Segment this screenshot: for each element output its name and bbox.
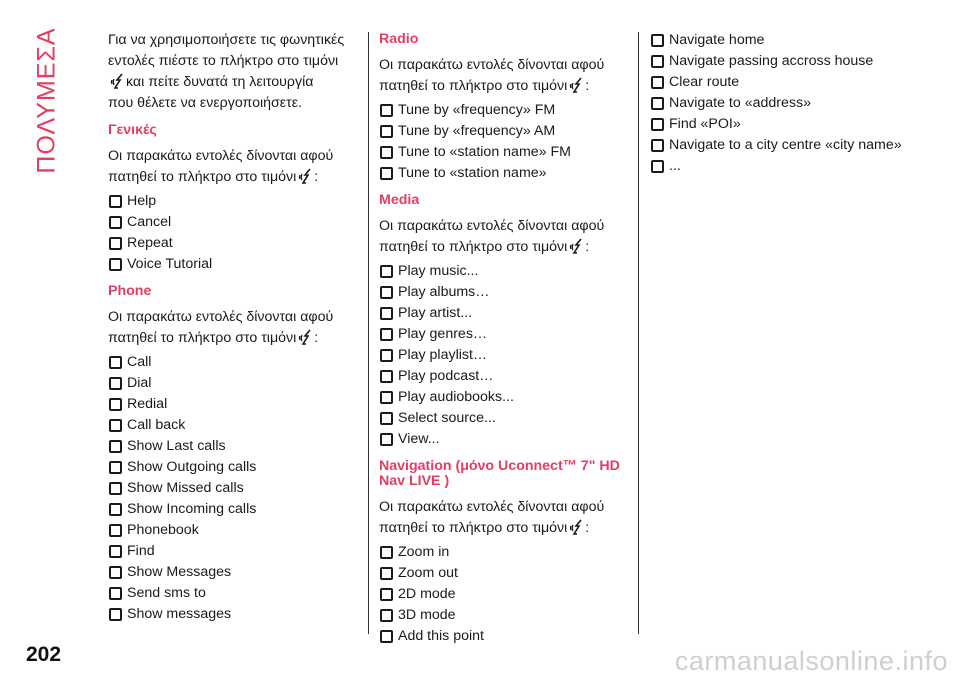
checkbox-icon xyxy=(380,391,393,404)
press-line xyxy=(379,518,629,539)
command-label: 3D mode xyxy=(398,607,456,623)
voice-command-icon xyxy=(298,329,312,345)
section-title-phone: Phone xyxy=(108,283,152,299)
command-label: Cancel xyxy=(127,214,172,230)
press-colon: : xyxy=(585,239,590,255)
checkbox-icon xyxy=(651,76,664,89)
command-label: Play audiobooks... xyxy=(398,389,514,405)
command-label: Play artist... xyxy=(398,305,473,321)
list-item xyxy=(650,135,940,156)
press-line xyxy=(379,237,629,258)
checkbox-icon xyxy=(380,265,393,278)
checkbox-icon xyxy=(380,588,393,601)
command-label: Call xyxy=(127,354,152,370)
list-item xyxy=(650,51,940,72)
checkbox-icon xyxy=(109,461,122,474)
list-item xyxy=(379,261,629,282)
checkbox-icon xyxy=(380,630,393,643)
column-divider-2 xyxy=(638,32,639,634)
voice-command-icon xyxy=(569,77,583,93)
voice-command-icon xyxy=(110,73,124,89)
command-label: Clear route xyxy=(669,74,740,90)
list-item xyxy=(379,163,629,184)
page-number: 202 xyxy=(26,643,62,666)
command-label: Tune by «frequency» FM xyxy=(398,102,556,118)
checkbox-icon xyxy=(651,160,664,173)
list-item xyxy=(379,303,629,324)
side-title-text: ΠΟΛΥΜΕΣΑ xyxy=(32,26,61,174)
list-item xyxy=(379,563,629,584)
voice-command-icon xyxy=(569,238,583,254)
list-item xyxy=(108,212,358,233)
command-label: Send sms to xyxy=(127,585,206,601)
list-item xyxy=(108,541,358,562)
command-label: Play playlist… xyxy=(398,347,488,363)
list-item xyxy=(108,520,358,541)
checkbox-icon xyxy=(109,377,122,390)
list-item xyxy=(108,415,358,436)
section-title-media: Media xyxy=(379,192,420,208)
command-label: ... xyxy=(669,158,681,174)
list-item xyxy=(379,429,629,450)
intro-line: που θέλετε να ενεργοποιήσετε. xyxy=(108,95,302,111)
checkbox-icon xyxy=(109,524,122,537)
checkbox-icon xyxy=(651,139,664,152)
checkbox-icon xyxy=(109,237,122,250)
navigation-title-line: Navigation (μόνο Uconnect™ 7" HD xyxy=(379,458,620,474)
checkbox-icon xyxy=(380,328,393,341)
checkbox-icon xyxy=(380,567,393,580)
press-line-text: πατηθεί το πλήκτρο στο τιμόνι xyxy=(379,78,568,94)
command-label: Show Outgoing calls xyxy=(127,459,257,475)
command-label: Play albums… xyxy=(398,284,490,300)
press-instruction xyxy=(108,307,358,349)
list-item xyxy=(108,436,358,457)
checkbox-icon xyxy=(109,545,122,558)
press-colon: : xyxy=(314,169,319,185)
press-line: Οι παρακάτω εντολές δίνονται αφού xyxy=(379,57,605,73)
command-label: Select source... xyxy=(398,410,496,426)
intro-paragraph xyxy=(108,30,358,114)
command-label: Help xyxy=(127,193,157,209)
list-item xyxy=(379,121,629,142)
list-item xyxy=(108,254,358,275)
section-title-navigation xyxy=(379,459,629,489)
checkbox-icon xyxy=(380,307,393,320)
list-item xyxy=(108,604,358,625)
intro-line: Για να χρησιμοποιήσετε τις φωνητικές xyxy=(108,32,345,48)
command-label: Show Incoming calls xyxy=(127,501,257,517)
command-label: Phonebook xyxy=(127,522,199,538)
press-instruction xyxy=(379,55,629,97)
list-item xyxy=(379,626,629,647)
press-instruction xyxy=(379,216,629,258)
voice-command-icon xyxy=(569,519,583,535)
list-item xyxy=(379,142,629,163)
checkbox-icon xyxy=(380,146,393,159)
command-list-radio xyxy=(379,100,629,184)
press-line xyxy=(108,328,358,349)
checkbox-icon xyxy=(109,419,122,432)
checkbox-icon xyxy=(109,356,122,369)
column-2 xyxy=(379,30,629,647)
checkbox-icon xyxy=(380,125,393,138)
command-label: Dial xyxy=(127,375,152,391)
list-item xyxy=(108,499,358,520)
press-line xyxy=(108,167,358,188)
checkbox-icon xyxy=(380,370,393,383)
intro-line-text: και πείτε δυνατά τη λειτουργία xyxy=(126,74,314,90)
command-label: Call back xyxy=(127,417,186,433)
list-item xyxy=(379,584,629,605)
press-colon: : xyxy=(585,78,590,94)
list-item xyxy=(108,352,358,373)
checkbox-icon xyxy=(109,587,122,600)
checkbox-icon xyxy=(109,482,122,495)
checkbox-icon xyxy=(109,216,122,229)
list-item xyxy=(650,156,940,177)
list-item xyxy=(379,100,629,121)
command-label: Play music... xyxy=(398,263,479,279)
checkbox-icon xyxy=(109,195,122,208)
list-item xyxy=(108,562,358,583)
command-label: Repeat xyxy=(127,235,173,251)
checkbox-icon xyxy=(109,440,122,453)
list-item xyxy=(379,345,629,366)
list-item xyxy=(650,93,940,114)
watermark: carmanualsonline.info xyxy=(674,646,948,676)
command-label: Redial xyxy=(127,396,168,412)
command-list-navigation-continued xyxy=(650,30,940,177)
press-line xyxy=(379,76,629,97)
checkbox-icon xyxy=(109,503,122,516)
column-1 xyxy=(108,30,358,625)
list-item xyxy=(108,191,358,212)
checkbox-icon xyxy=(651,118,664,131)
navigation-title-line: Nav LIVE ) xyxy=(379,473,450,489)
checkbox-icon xyxy=(380,433,393,446)
command-label: Navigate to «address» xyxy=(669,95,811,111)
checkbox-icon xyxy=(109,608,122,621)
press-line: Οι παρακάτω εντολές δίνονται αφού xyxy=(108,148,334,164)
list-item xyxy=(379,366,629,387)
list-item xyxy=(650,72,940,93)
column-3 xyxy=(650,30,940,177)
checkbox-icon xyxy=(651,34,664,47)
list-item xyxy=(379,282,629,303)
checkbox-icon xyxy=(109,566,122,579)
checkbox-icon xyxy=(651,97,664,110)
press-instruction xyxy=(379,497,629,539)
command-label: Zoom in xyxy=(398,544,450,560)
side-section-title xyxy=(27,26,67,174)
command-label: Show Last calls xyxy=(127,438,226,454)
command-label: Zoom out xyxy=(398,565,458,581)
list-item xyxy=(650,30,940,51)
command-label: Add this point xyxy=(398,628,484,644)
checkbox-icon xyxy=(380,167,393,180)
list-item xyxy=(379,605,629,626)
press-colon: : xyxy=(585,520,590,536)
section-title-radio: Radio xyxy=(379,31,419,47)
press-line-text: πατηθεί το πλήκτρο στο τιμόνι xyxy=(379,520,568,536)
press-instruction xyxy=(108,146,358,188)
press-line-text: πατηθεί το πλήκτρο στο τιμόνι xyxy=(379,239,568,255)
command-label: Show Missed calls xyxy=(127,480,244,496)
command-label: View... xyxy=(398,431,440,447)
list-item xyxy=(650,114,940,135)
checkbox-icon xyxy=(109,398,122,411)
press-line: Οι παρακάτω εντολές δίνονται αφού xyxy=(108,309,334,325)
command-label: Voice Tutorial xyxy=(127,256,213,272)
list-item xyxy=(379,408,629,429)
intro-line: εντολές πιέστε το πλήκτρο στο τιμόνι xyxy=(108,53,339,69)
command-list-general xyxy=(108,191,358,275)
command-label: Find «POI» xyxy=(669,116,741,132)
press-colon: : xyxy=(314,330,319,346)
checkbox-icon xyxy=(651,55,664,68)
command-label: Navigate passing accross house xyxy=(669,53,874,69)
command-label: Show messages xyxy=(127,606,232,622)
command-label: Play podcast… xyxy=(398,368,494,384)
press-line: Οι παρακάτω εντολές δίνονται αφού xyxy=(379,499,605,515)
command-list-phone xyxy=(108,352,358,625)
command-label: Tune by «frequency» AM xyxy=(398,123,556,139)
command-label: Tune to «station name» FM xyxy=(398,144,571,160)
command-label: 2D mode xyxy=(398,586,456,602)
list-item xyxy=(108,233,358,254)
checkbox-icon xyxy=(109,258,122,271)
list-item xyxy=(379,324,629,345)
list-item xyxy=(379,387,629,408)
voice-command-icon xyxy=(298,168,312,184)
command-label: Play genres… xyxy=(398,326,488,342)
list-item xyxy=(108,373,358,394)
command-label: Navigate to a city centre «city name» xyxy=(669,137,902,153)
press-line: Οι παρακάτω εντολές δίνονται αφού xyxy=(379,218,605,234)
list-item xyxy=(108,457,358,478)
checkbox-icon xyxy=(380,546,393,559)
checkbox-icon xyxy=(380,349,393,362)
command-list-navigation xyxy=(379,542,629,647)
intro-line xyxy=(108,72,358,93)
checkbox-icon xyxy=(380,412,393,425)
command-label: Show Messages xyxy=(127,564,232,580)
checkbox-icon xyxy=(380,286,393,299)
command-label: Navigate home xyxy=(669,32,765,48)
checkbox-icon xyxy=(380,104,393,117)
command-label: Tune to «station name» xyxy=(398,165,547,181)
section-title-general: Γενικές xyxy=(108,122,157,138)
checkbox-icon xyxy=(380,609,393,622)
list-item xyxy=(108,583,358,604)
list-item xyxy=(379,542,629,563)
press-line-text: πατηθεί το πλήκτρο στο τιμόνι xyxy=(108,330,297,346)
list-item xyxy=(108,478,358,499)
list-item xyxy=(108,394,358,415)
command-label: Find xyxy=(127,543,155,559)
press-line-text: πατηθεί το πλήκτρο στο τιμόνι xyxy=(108,169,297,185)
command-list-media xyxy=(379,261,629,450)
column-divider-1 xyxy=(368,32,369,634)
